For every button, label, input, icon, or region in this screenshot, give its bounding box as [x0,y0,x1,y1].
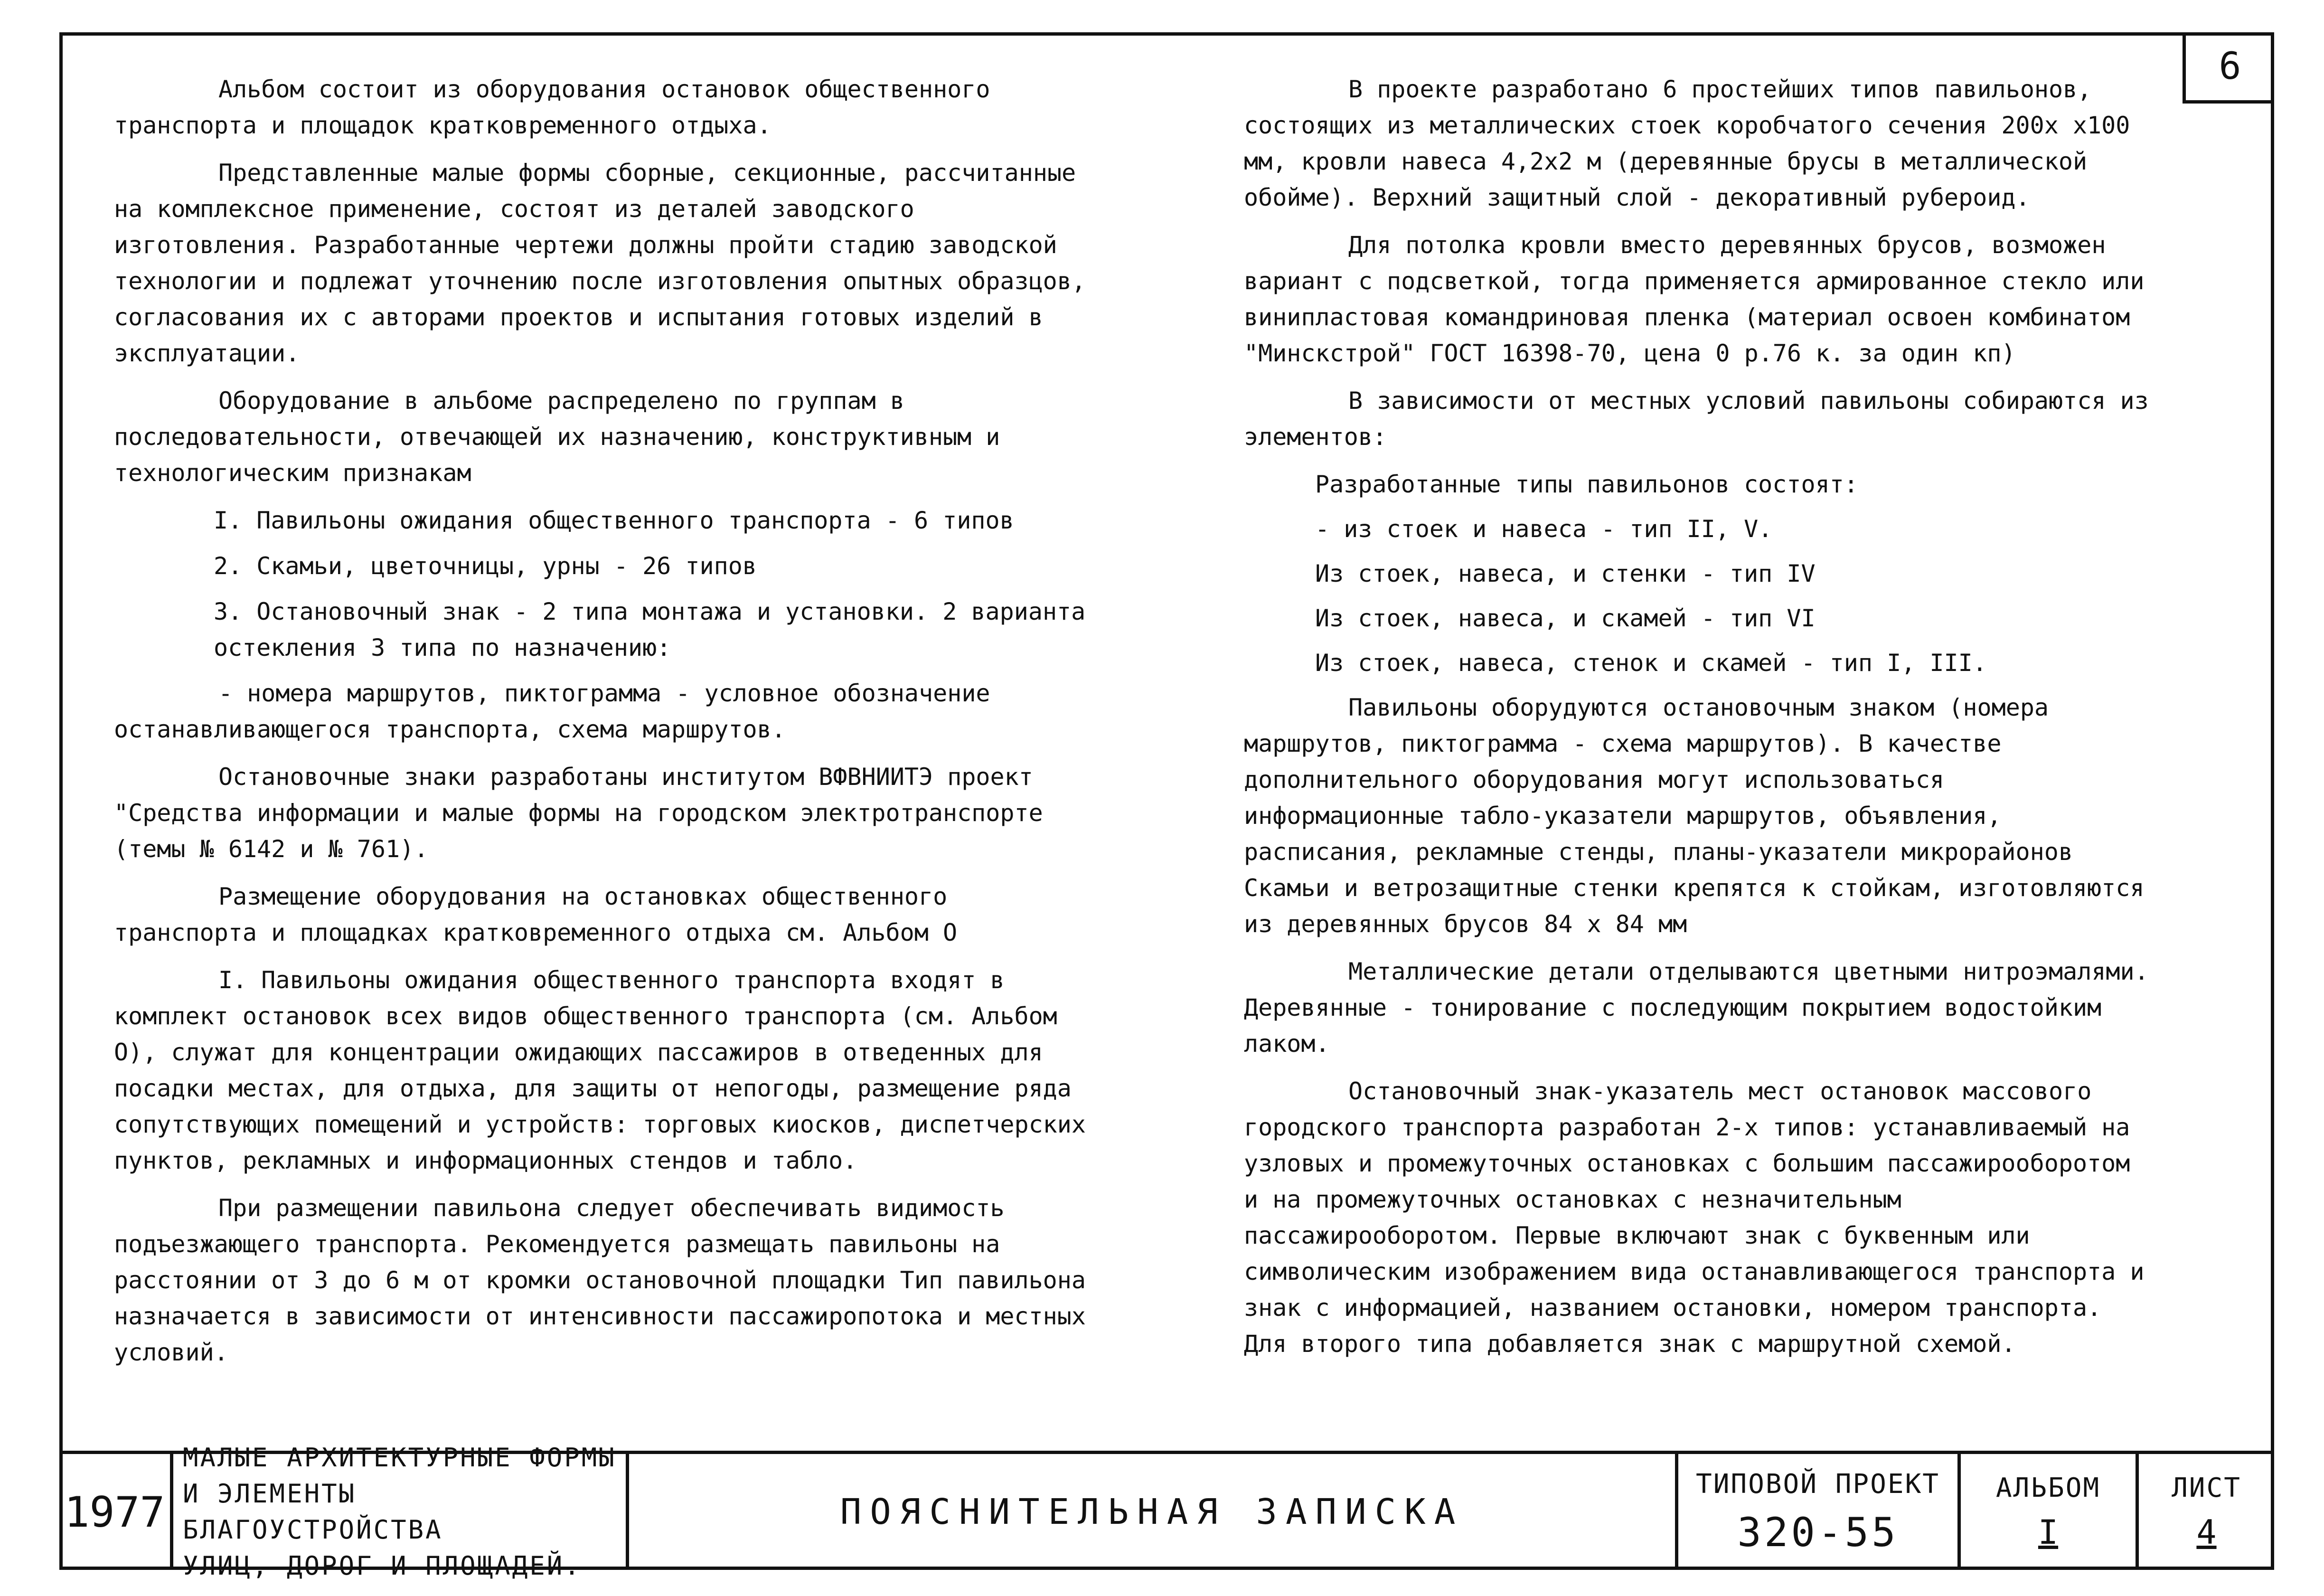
project-number: 320-55 [1737,1509,1899,1556]
album-cell [1961,1454,2139,1570]
year: 1977 [64,1487,165,1537]
paragraph: Остановочный знак-указатель мест остановок массового городского транспорта разработан 2-х типов: устанавливаемый на узловых и промежуточных остановках с большим пассажирооборотом и на промежуточных остановках с незначительным пассажирооборотом. Первые включают знак с буквенным или символическим изображением вида останавливающегося транспорта и знак с информацией, названием остановки, номером транспорта. Для второго типа добавляется знак с маршрутной схемой. [1244,1077,2145,1358]
sheet-number: 4 [2196,1512,2217,1552]
album-label: АЛЬБОМ [1995,1472,2101,1503]
album-number: I [2038,1512,2059,1552]
list-item: 3. Остановочный знак - 2 типа монтажа и установки. 2 варианта остекления 3 типа по назначению: [214,598,1086,661]
project-cell [1678,1454,1961,1570]
year-cell [59,1454,173,1570]
paragraph: I. Павильоны ожидания общественного транспорта входят в комплект остановок всех видов общественного транспорта (см. Альбом О), служат для концентрации ожидающих пассажиров в отведенных для посадки местах, для отдыха, для защиты от непогоды, размещение ряда сопутствующих помещений и устройств: торговых киосков, диспетчерских пунктов, рекламных и информационных стендов и табло. [114,966,1086,1174]
list-item: Из стоек, навеса, стенок и скамей - тип I, III. [1315,649,1987,677]
list-item: Из стоек, навеса, и стенки - тип IV [1315,560,1816,587]
list-item: 2. Скамьи, цветочницы, урны - 26 типов [214,552,757,580]
paragraph: Размещение оборудования на остановках общественного транспорта и площадках кратковременного отдыха см. Альбом О [114,883,958,946]
paragraph: Скамьи и ветрозащитные стенки крепятся к стойкам, изготовляются из деревянных брусов 84 х 84 мм [1244,874,2145,938]
series-cell [173,1443,629,1581]
document-title: ПОЯСНИТЕЛЬНАЯ ЗАПИСКА [840,1492,1464,1532]
list-item: I. Павильоны ожидания общественного транспорта - 6 типов [214,507,1014,534]
list-item: Из стоек, навеса, и скамей - тип VI [1315,604,1816,632]
sheet-corner-number: 6 [2183,32,2274,104]
list-intro: Разработанные типы павильонов состоят: [1315,471,1858,498]
document-title-cell [629,1454,1678,1570]
right-text-column [1244,71,2155,1373]
title-block [59,1443,2274,1581]
paragraph: При размещении павильона следует обеспечивать видимость подъезжающего транспорта. Рекомендуется размещать павильоны на расстоянии от 3 до 6 м от кромки остановочной площадки Тип павильона назначается в зависимости от интенсивности пассажиропотока и местных условий. [114,1194,1086,1366]
left-text-column [114,71,1092,1382]
pavilion-types-list [1244,466,2155,681]
series-line: И ЭЛЕМЕНТЫ БЛАГОУСТРОЙСТВА [183,1479,443,1545]
paragraph: Остановочные знаки разработаны институтом ВФВНИИТЭ проект "Средства информации и малые формы на городском электротранспорте (темы № 6142 и № 761). [114,763,1043,863]
paragraph: Альбом состоит из оборудования остановок общественного транспорта и площадок кратковременного отдыха. [114,76,990,139]
paragraph: Представленные малые формы сборные, секционные, рассчитанные на комплексное применение, состоят из деталей заводского изготовления. Разработанные чертежи должны пройти стадию заводской технологии и подлежат уточнению после изготовления опытных образцов, согласования их с авторами проектов и испытания готовых изделий в эксплуатации. [114,159,1086,367]
list-item: - из стоек и навеса - тип II, V. [1315,515,1773,543]
series-line: УЛИЦ, ДОРОГ И ПЛОЩАДЕЙ. [183,1551,582,1581]
project-label: ТИПОВОЙ ПРОЕКТ [1695,1468,1940,1500]
paragraph: Павильоны оборудуются остановочным знаком (номера маршрутов, пиктограмма - схема маршрутов). В качестве дополнительного оборудования могут использоваться информационные табло-указатели маршрутов, объявления, расписания, рекламные стенды, планы-указатели микрорайонов [1244,694,2073,866]
paragraph: Металлические детали отделываются цветными нитроэмалями. Деревянные - тонирование с последующим покрытием водостойким лаком. [1244,958,2149,1058]
paragraph: В зависимости от местных условий павильоны собираются из элементов: [1244,387,2149,451]
paragraph: В проекте разработано 6 простейших типов павильонов, состоящих из металлических стоек коробчатого сечения 200х х100 мм, кровли навеса 4,2х2 м (деревянные брусы в металлической обойме). Верхний защитный слой - декоративный рубероид. [1244,76,2130,211]
paragraph: Оборудование в альбоме распределено по группам в последовательности, отвечающей их назначению, конструктивным и технологическим признакам [114,387,1000,487]
paragraph: - номера маршрутов, пиктограмма - условное обозначение останавливающегося транспорта, схема маршрутов. [114,680,990,743]
series-line: МАЛЫЕ АРХИТЕКТУРНЫЕ ФОРМЫ [183,1443,616,1473]
sheet-cell [2139,1454,2274,1570]
paragraph: Для потолка кровли вместо деревянных брусов, возможен вариант с подсветкой, тогда применяется армированное стекло или винипластовая командриновая пленка (материал освоен комбинатом "Минскстрой" ГОСТ 16398-70, цена 0 р.76 к. за один кп) [1244,231,2145,367]
sheet-label: ЛИСТ [2172,1472,2241,1503]
